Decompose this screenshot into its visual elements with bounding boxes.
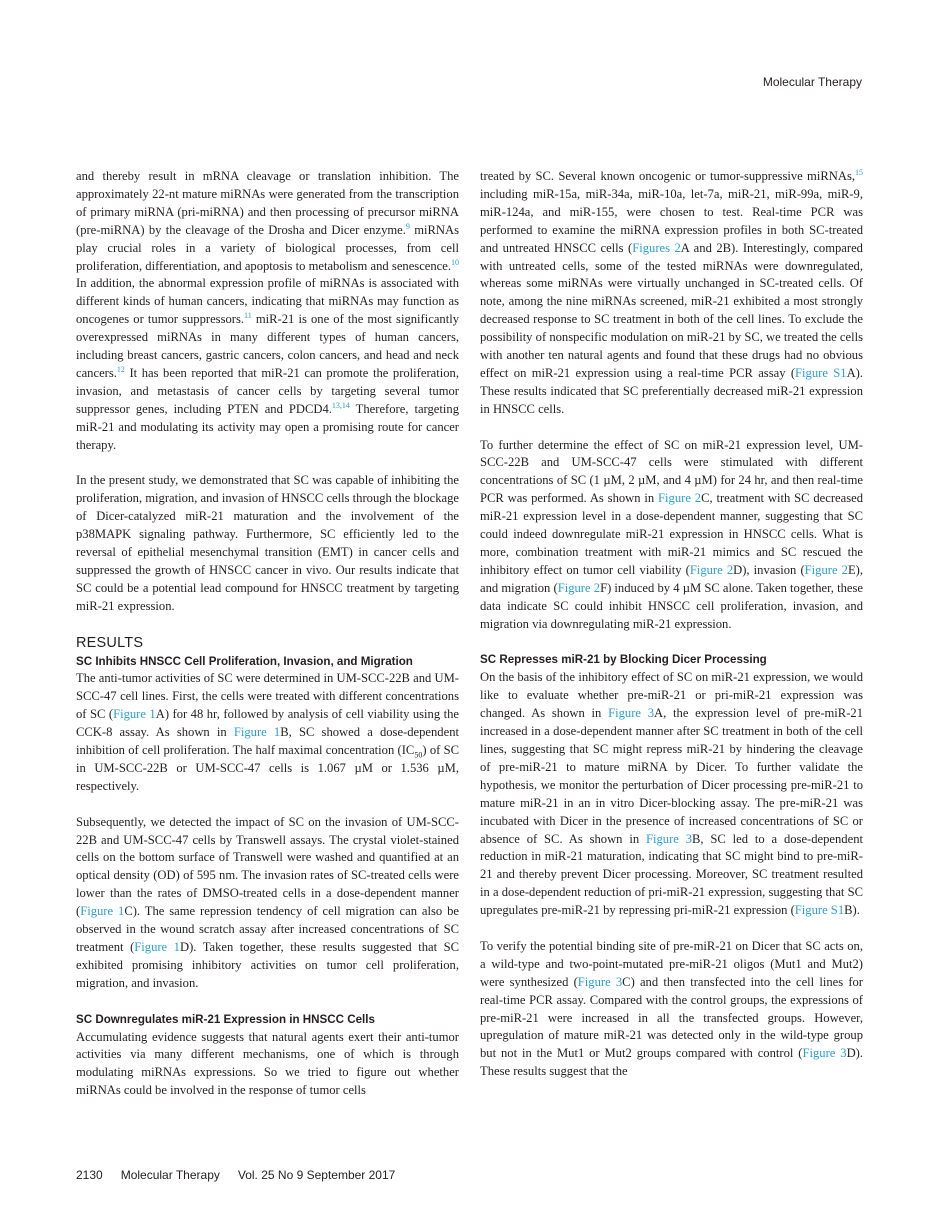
figure-link[interactable]: Figure 2: [804, 562, 848, 577]
figure-link[interactable]: Figure 2: [689, 562, 734, 577]
figure-link[interactable]: Figure 3: [577, 974, 623, 989]
figure-link[interactable]: Figure 1: [80, 904, 125, 919]
figure-link[interactable]: Figure 3: [645, 831, 692, 846]
paragraph: and thereby result in mRNA cleavage or translation inhibition. The approximately 22-nt mature miRNAs were generated from the transcription of primary miRNA (pri-miRNA) and then processing of precursor miRNA (pre-miRNA) by the cleavage of the Drosha and Dicer enzyme.$^9$ miRNAs play crucial roles in a variety of biological processes, from cell proliferation, differentiation, and apoptosis to metabolism and senescence.$^{10}$ In addition, the abnormal expression profile of miRNAs is associated with different kinds of human cancers, indicating that miRNAs may function as oncogenes or tumor suppressors.$^{11}$ miR-21 is one of the most significantly overexpressed miRNAs in many different types of human cancers, including breast cancers, gastric cancers, colon cancers, and head and neck cancers.$^{12}$ It has been reported that miR-21 can promote the proliferation, invasion, and metastasis of cancer cells by targeting several tumor suppressor genes, including PTEN and PDCD4.$^{13,14}$ Therefore, targeting miR-21 and modulating its activity may open a promising route for cancer therapy.: [76, 169, 460, 452]
reference-citation[interactable]: 10: [451, 257, 459, 267]
figure-link[interactable]: Figure 1: [233, 725, 281, 740]
figure-link[interactable]: Figure 1: [113, 707, 156, 722]
figure-link[interactable]: Figure 3: [608, 706, 655, 721]
reference-citation[interactable]: 12: [116, 364, 125, 374]
paragraph: Accumulating evidence suggests that natural agents exert their anti-tumor activities via many different mechanisms, one of which is through modulating miRNAs expressions. So we tried to figure out whether miRNAs could be involved in the response of tumor cells: [76, 1029, 459, 1098]
reference-citation[interactable]: 9: [405, 221, 410, 231]
subsection-heading: SC Represses miR-21 by Blocking Dicer Processing: [480, 653, 767, 667]
figure-link[interactable]: Figure 2: [557, 580, 601, 595]
paragraph: The anti-tumor activities of SC were determined in UM-SCC-22B and UM-SCC-47 cell lines. First, the cells were treated with different concentrations of SC (Figure 1A) for 48 hr, followed by analysis of cell viability using the CCK-8 assay. As shown in Figure 1B, SC showed a dose-dependent inhibition of cell proliferation. The half maximal concentration $(IC_{50})$ of SC in UM-SCC-22B or UM-SCC-47 cells is 1.067 µM or 1.536 µM, respectively.: [76, 671, 460, 793]
page-number: 2130: [76, 1168, 103, 1182]
paragraph: To further determine the effect of SC on miR-21 expression level, UM-SCC-22B and UM-SCC-47 cells were stimulated with different concentrations of SC (1 µM, 2 µM, and 4 µM) for 24 hr, and then real-time PCR was performed. As shown in Figure 2C, treatment with SC decreased miR-21 expression level in a dose-dependent manner, suggesting that SC could indeed downregulate miR-21 expression in HNSCC cells. What is more, combination treatment with miR-21 mimics and SC rescued the inhibitory effect on tumor cell viability (Figure 2D), invasion (Figure 2E), and migration (Figure 2F) induced by 4 µM SC alone. Taken together, these data indicate SC could inhibit HNSCC cell proliferation, invasion, and migration via downregulating miR-21 expression.: [480, 437, 864, 631]
figure-link[interactable]: Figure 3: [802, 1046, 847, 1061]
paragraph: To verify the potential binding site of pre-miR-21 on Dicer that SC acts on, a wild-type and two-point-mutated pre-miR-21 oligos (Mut1 and Mut2) were synthesized (Figure 3C) and then transfected into the cell lines for real-time PCR assay. Compared with the control groups, the expressions of pre-miR-21 were increased in all the transfected groups. However, upregulation of mature miR-21 was detected only in the wild-type group but not in the Mut1 or Mut2 groups compared with control (Figure 3D). These results suggest that the: [480, 938, 864, 1079]
reference-citation[interactable]: 11: [244, 311, 252, 321]
paragraph: treated by SC. Several known oncogenic or tumor-suppressive miRNAs,$^{15}$ including miR-15a, miR-34a, miR-10a, let-7a, miR-21, miR-99a, miR-9, miR-124a, and miR-155, were chosen to test. Real-time PCR was performed to examine the miRNA expression profiles in both SC-treated and untreated HNSCC cells (Figures 2A and 2B). Interestingly, compared with untreated cells, some of the tested miRNAs were downregulated, whereas some miRNAs were virtually unchanged in SC-treated cells. Of note, among the nine miRNAs screened, miR-21 exhibited a most strongly decreased response to SC treatment in both of the cell lines. To exclude the possibility of nonspecific modulation on miR-21 by SC, we treated the cells with another ten natural agents and found that these drugs had no obvious effect on miR-21 expression using a real-time PCR assay (Figure S1A). These results indicated that SC preferentially decreased miR-21 expression in HNSCC cells.: [480, 168, 863, 416]
paragraph: In the present study, we demonstrated that SC was capable of inhibiting the proliferation, migration, and invasion of HNSCC cells through the blockage of Dicer-catalyzed miR-21 maturation and the involvement of the p38MAPK signaling pathway. Furthermore, SC efficiently led to the reversal of epithelial mesenchymal transition (EMT) in cancer cells and suppressed the growth of HNSCC cancer in vivo. Our results indicate that SC could be a potential lead compound for HNSCC treatment by targeting miR-21 expression.: [76, 473, 459, 613]
footer-volume: Vol. 25 No 9 September 2017: [237, 1168, 396, 1182]
figure-link[interactable]: Figures 2: [632, 240, 681, 255]
subsection-heading: SC Inhibits HNSCC Cell Proliferation, Invasion, and Migration: [76, 654, 413, 668]
reference-citation[interactable]: 13,14: [331, 400, 350, 410]
left-column: [76, 168, 459, 1118]
figure-link[interactable]: Figure S1: [794, 903, 845, 918]
figure-link[interactable]: Figure 2: [658, 491, 702, 506]
paragraph: Subsequently, we detected the impact of SC on the invasion of UM-SCC-22B and UM-SCC-47 cells by Transwell assays. The crystal violet-stained cells on the bottom surface of Transwell were washed and quantified at an optical density (OD) of 595 nm. The invasion rates of SC-treated cells were lower than the rates of DMSO-treated cells in a dose-dependent manner (Figure 1C). The same repression tendency of cell migration can also be observed in the wound scratch assay after increased concentrations of SC treatment (Figure 1D). Taken together, these results suggested that SC exhibited promising inhibitory activities on tumor cell proliferation, migration, and invasion.: [76, 814, 460, 990]
subsection-heading: SC Downregulates miR-21 Expression in HNSCC Cells: [76, 1012, 375, 1026]
reference-citation[interactable]: 15: [855, 168, 863, 177]
right-column: [480, 168, 863, 1099]
figure-link[interactable]: Figure S1: [795, 365, 847, 380]
page-footer: [76, 1168, 413, 1182]
footer-journal: Molecular Therapy: [120, 1168, 220, 1182]
paragraph: On the basis of the inhibitory effect of SC on miR-21 expression, we would like to evaluate whether pre-miR-21 or pri-miR-21 expression was changed. As shown in Figure 3A, the expression level of pre-miR-21 increased in a dose-dependent manner after SC treatment in both of the cell lines, suggesting that SC might repress miR-21 by hindering the cleavage of pre-miR-21 to mature miRNA by Dicer. To further validate the hypothesis, we monitor the perturbation of Dicer processing pre-miR-21 to mature miR-21 in an in vitro Dicer-blocking assay. The pre-miR-21 was incubated with Dicer in the presence of increased concentrations of SC or absence of SC. As shown in Figure 3B, SC led to a dose-dependent reduction in miR-21 maturation, indicating that SC might bind to pre-miR-21 and thereby prevent Dicer processing. Moreover, SC treatment resulted in a dose-dependent reduction of pri-miR-21 expression, suggesting that SC upregulates pre-miR-21 by repressing pri-miR-21 expression (Figure S1B).: [480, 670, 863, 918]
section-heading-results: RESULTS: [76, 634, 144, 651]
figure-link[interactable]: Figure 1: [134, 940, 180, 955]
journal-header: Molecular Therapy: [762, 75, 862, 89]
